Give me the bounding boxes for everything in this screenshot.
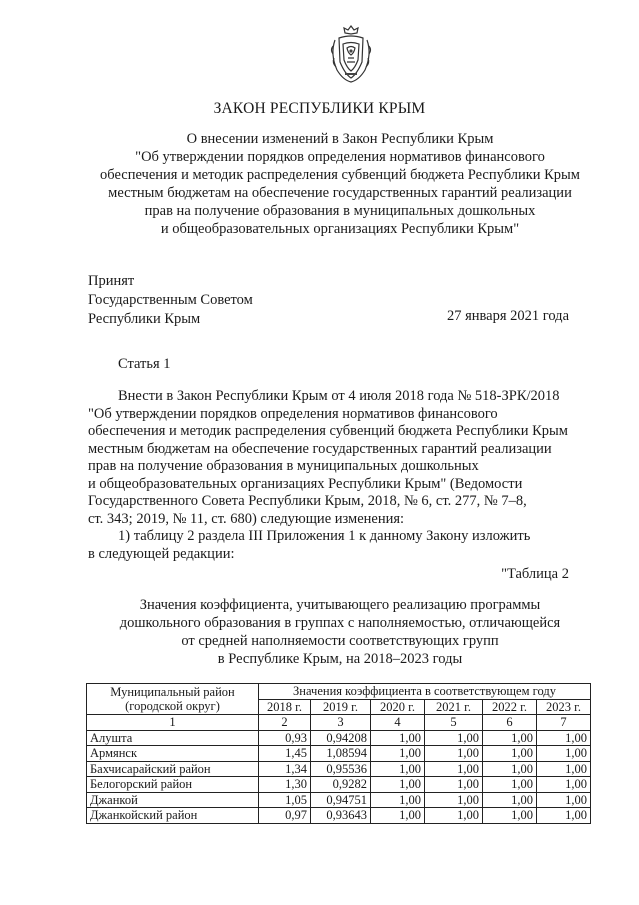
- year-header: 2023 г.: [537, 699, 591, 715]
- paragraph-line: прав на получение образования в муниципальных дошкольных: [88, 458, 479, 474]
- district-header-line: Муниципальный район: [110, 685, 235, 699]
- value-cell: 1,00: [537, 777, 591, 793]
- value-cell: 1,00: [425, 730, 483, 746]
- coefficient-table: [86, 683, 591, 824]
- value-cell: 1,00: [371, 730, 425, 746]
- value-cell: 0,95536: [311, 761, 371, 777]
- column-number: 5: [425, 715, 483, 731]
- adoption-block: [88, 272, 253, 329]
- article-heading: Статья 1: [118, 356, 171, 372]
- value-cell: 1,45: [259, 746, 311, 762]
- value-cell: 1,00: [425, 792, 483, 808]
- subtitle-line: О внесении изменений в Закон Республики Крым: [186, 131, 494, 147]
- district-cell: Белогорский район: [87, 777, 259, 793]
- year-header: 2022 г.: [483, 699, 537, 715]
- value-cell: 1,00: [537, 730, 591, 746]
- value-cell: 1,00: [371, 746, 425, 762]
- value-cell: 0,97: [259, 808, 311, 824]
- district-column-header: [87, 684, 259, 715]
- year-header: 2019 г.: [311, 699, 371, 715]
- value-cell: 1,08594: [311, 746, 371, 762]
- value-cell: 0,93643: [311, 808, 371, 824]
- paragraph-line: обеспечения и методик распределения субвенций бюджета Республики Крым: [88, 423, 568, 439]
- law-subtitle: [80, 130, 600, 238]
- district-header-line: (городской округ): [125, 699, 220, 713]
- table-title-line: от средней наполняемости соответствующих групп: [181, 633, 499, 649]
- column-number: 1: [87, 715, 259, 731]
- subtitle-line: и общеобразовательных организациях Республики Крым": [160, 221, 520, 237]
- value-cell: 1,00: [371, 761, 425, 777]
- adoption-date: 27 января 2021 года: [446, 308, 569, 324]
- value-cell: 0,9282: [311, 777, 371, 793]
- value-cell: 1,00: [537, 808, 591, 824]
- district-cell: Джанкой: [87, 792, 259, 808]
- subtitle-line: обеспечения и методик распределения субвенций бюджета Республики Крым: [100, 167, 580, 183]
- value-cell: 1,00: [425, 777, 483, 793]
- column-number: 3: [311, 715, 371, 731]
- value-cell: 1,05: [259, 792, 311, 808]
- table-caption: "Таблица 2: [501, 566, 569, 582]
- law-title: ЗАКОН РЕСПУБЛИКИ КРЫМ: [213, 100, 426, 117]
- paragraph-line: Государственного Совета Республики Крым, 2018, № 6, ст. 277, № 7–8,: [88, 493, 527, 509]
- value-cell: 0,94208: [311, 730, 371, 746]
- paragraph-line: местным бюджетам на обеспечение государственных гарантий реализации: [88, 440, 552, 457]
- value-cell: 1,00: [483, 777, 537, 793]
- value-cell: 1,00: [483, 808, 537, 824]
- value-cell: 1,00: [483, 761, 537, 777]
- item-line: в следующей редакции:: [88, 545, 235, 562]
- value-cell: 0,93: [259, 730, 311, 746]
- year-header: 2021 г.: [425, 699, 483, 715]
- table-title: [80, 596, 600, 668]
- paragraph-line: Внести в Закон Республики Крым от 4 июля 2018 года № 518-ЗРК/2018: [118, 388, 560, 404]
- item-line: 1) таблицу 2 раздела III Приложения 1 к данному Закону изложить: [118, 528, 531, 544]
- district-cell: Армянск: [87, 746, 259, 762]
- value-cell: 1,30: [259, 777, 311, 793]
- column-number: 2: [259, 715, 311, 731]
- adoption-line: Государственным Советом: [88, 292, 253, 308]
- subtitle-line: "Об утверждении порядков определения нормативов финансового: [135, 149, 545, 165]
- table-title-line: в Республике Крым, на 2018–2023 годы: [217, 651, 463, 667]
- column-number: 4: [371, 715, 425, 731]
- adoption-line: Принят: [88, 273, 135, 289]
- value-cell: 1,00: [483, 730, 537, 746]
- value-cell: 1,00: [537, 746, 591, 762]
- value-cell: 1,00: [425, 808, 483, 824]
- table-row: [87, 730, 591, 746]
- table-title-line: дошкольного образования в группах с наполняемостью, отличающейся: [119, 615, 561, 631]
- column-number-row: [87, 715, 591, 731]
- subtitle-line: местным бюджетам на обеспечение государственных гарантий реализации: [108, 185, 572, 201]
- article-body: [88, 388, 568, 563]
- table-row: [87, 746, 591, 762]
- values-column-header: Значения коэффициента в соответствующем году: [259, 684, 591, 700]
- value-cell: 1,00: [425, 746, 483, 762]
- column-number: 7: [537, 715, 591, 731]
- paragraph-line: ст. 343; 2019, № 11, ст. 680) следующие изменения:: [88, 510, 405, 527]
- district-cell: Джанкойский район: [87, 808, 259, 824]
- value-cell: 1,00: [371, 808, 425, 824]
- table-header-row: [87, 684, 591, 700]
- table-row: [87, 777, 591, 793]
- table-title-line: Значения коэффициента, учитывающего реализацию программы: [139, 597, 541, 613]
- value-cell: 1,00: [371, 777, 425, 793]
- district-cell: Алушта: [87, 730, 259, 746]
- value-cell: 1,00: [483, 746, 537, 762]
- paragraph-line: и общеобразовательных организациях Республики Крым" (Ведомости: [88, 475, 523, 492]
- value-cell: 0,94751: [311, 792, 371, 808]
- district-cell: Бахчисарайский район: [87, 761, 259, 777]
- value-cell: 1,00: [537, 761, 591, 777]
- coat-of-arms-emblem: [327, 24, 375, 84]
- adoption-line: Республики Крым: [88, 311, 201, 327]
- year-header: 2020 г.: [371, 699, 425, 715]
- table-row: [87, 792, 591, 808]
- value-cell: 1,00: [425, 761, 483, 777]
- subtitle-line: прав на получение образования в муниципальных дошкольных: [144, 203, 536, 219]
- column-number: 6: [483, 715, 537, 731]
- year-header: 2018 г.: [259, 699, 311, 715]
- table-row: [87, 761, 591, 777]
- table-row: [87, 808, 591, 824]
- value-cell: 1,00: [483, 792, 537, 808]
- value-cell: 1,00: [371, 792, 425, 808]
- value-cell: 1,34: [259, 761, 311, 777]
- value-cell: 1,00: [537, 792, 591, 808]
- paragraph-line: "Об утверждении порядков определения нормативов финансового: [88, 405, 498, 422]
